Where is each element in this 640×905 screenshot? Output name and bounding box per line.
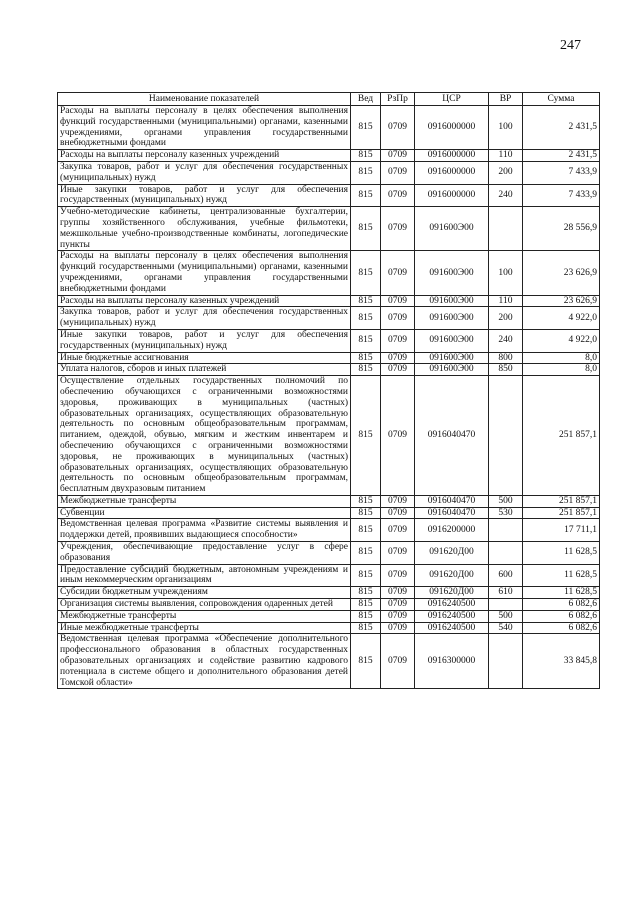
row-name: Организация системы выявления, сопровождения одаренных детей xyxy=(58,599,351,611)
row-vr: 610 xyxy=(489,587,523,599)
row-csr: 091620Д00 xyxy=(415,564,489,587)
row-ved: 815 xyxy=(351,307,381,330)
row-rzpr: 0709 xyxy=(381,307,415,330)
row-sum: 28 556,9 xyxy=(523,207,600,251)
row-vr xyxy=(489,519,523,542)
row-ved: 815 xyxy=(351,519,381,542)
row-ved: 815 xyxy=(351,251,381,295)
row-rzpr: 0709 xyxy=(381,106,415,150)
row-sum: 4 922,0 xyxy=(523,329,600,352)
row-csr: 0916000000 xyxy=(415,161,489,184)
row-rzpr: 0709 xyxy=(381,599,415,611)
row-vr xyxy=(489,599,523,611)
table-row xyxy=(58,634,600,689)
row-rzpr: 0709 xyxy=(381,507,415,519)
row-ved: 815 xyxy=(351,622,381,634)
row-ved: 815 xyxy=(351,634,381,689)
row-name: Субвенции xyxy=(58,507,351,519)
header-name: Наименование показателей xyxy=(58,93,351,106)
table-row xyxy=(58,307,600,330)
row-ved: 815 xyxy=(351,161,381,184)
header-row xyxy=(58,93,600,106)
row-sum: 6 082,6 xyxy=(523,599,600,611)
row-name: Субсидии бюджетным учреждениям xyxy=(58,587,351,599)
row-csr: 091600Э00 xyxy=(415,307,489,330)
header-ved: Вед xyxy=(351,93,381,106)
table-row xyxy=(58,329,600,352)
row-csr: 0916240500 xyxy=(415,622,489,634)
row-name: Уплата налогов, сборов и иных платежей xyxy=(58,364,351,376)
row-csr: 091620Д00 xyxy=(415,587,489,599)
row-ved: 815 xyxy=(351,599,381,611)
row-sum: 2 431,5 xyxy=(523,106,600,150)
header-vr: ВР xyxy=(489,93,523,106)
table-row xyxy=(58,507,600,519)
row-vr: 540 xyxy=(489,622,523,634)
row-csr: 091600Э00 xyxy=(415,295,489,307)
row-name: Предоставление субсидий бюджетным, автономным учреждениям и иным некоммерческим организациям xyxy=(58,564,351,587)
row-name: Расходы на выплаты персоналу в целях обеспечения выполнения функций государственными (муниципальными) органами, казенными учреждениями, органами управления государственными внебюджетными фондами xyxy=(58,106,351,150)
row-name: Ведомственная целевая программа «Развитие системы выявления и поддержки детей, проявивших выдающиеся способности» xyxy=(58,519,351,542)
row-vr: 530 xyxy=(489,507,523,519)
row-vr: 200 xyxy=(489,161,523,184)
row-rzpr: 0709 xyxy=(381,622,415,634)
row-name: Иные закупки товаров, работ и услуг для обеспечения государственных (муниципальных) нужд xyxy=(58,184,351,207)
page-number: 247 xyxy=(560,38,581,53)
table-row xyxy=(58,106,600,150)
row-name: Закупка товаров, работ и услуг для обеспечения государственных (муниципальных) нужд xyxy=(58,161,351,184)
row-name: Иные закупки товаров, работ и услуг для обеспечения государственных (муниципальных) нужд xyxy=(58,329,351,352)
row-ved: 815 xyxy=(351,587,381,599)
row-csr: 091600Э00 xyxy=(415,329,489,352)
row-rzpr: 0709 xyxy=(381,207,415,251)
row-rzpr: 0709 xyxy=(381,610,415,622)
table-row xyxy=(58,207,600,251)
row-sum: 6 082,6 xyxy=(523,610,600,622)
row-csr: 0916240500 xyxy=(415,610,489,622)
row-sum: 17 711,1 xyxy=(523,519,600,542)
row-vr: 240 xyxy=(489,184,523,207)
row-name: Расходы на выплаты персоналу казенных учреждений xyxy=(58,295,351,307)
row-name: Учреждения, обеспечивающие предоставление услуг в сфере образования xyxy=(58,542,351,565)
table-row xyxy=(58,495,600,507)
row-sum: 8,0 xyxy=(523,352,600,364)
row-rzpr: 0709 xyxy=(381,364,415,376)
row-sum: 6 082,6 xyxy=(523,622,600,634)
table-row xyxy=(58,587,600,599)
row-rzpr: 0709 xyxy=(381,161,415,184)
row-csr: 091600Э00 xyxy=(415,352,489,364)
table-row xyxy=(58,295,600,307)
row-sum: 33 845,8 xyxy=(523,634,600,689)
row-csr: 0916040470 xyxy=(415,495,489,507)
row-sum: 7 433,9 xyxy=(523,184,600,207)
header-sum: Сумма xyxy=(523,93,600,106)
table-row xyxy=(58,564,600,587)
row-name: Иные бюджетные ассигнования xyxy=(58,352,351,364)
row-rzpr: 0709 xyxy=(381,495,415,507)
row-ved: 815 xyxy=(351,610,381,622)
row-csr: 0916240500 xyxy=(415,599,489,611)
row-rzpr: 0709 xyxy=(381,352,415,364)
table-row xyxy=(58,161,600,184)
table-row xyxy=(58,184,600,207)
row-csr: 0916000000 xyxy=(415,184,489,207)
row-rzpr: 0709 xyxy=(381,587,415,599)
row-csr: 091620Д00 xyxy=(415,542,489,565)
row-name: Осуществление отдельных государственных полномочий по обеспечению обучающихся с ограниченными возможностями здоровья, проживающих в муниципальных (частных) образовательных организациях, осуществляющих образовательную деятельность по основным общеобразовательным программам, питанием, одеждой, обувью, мягким и жестким инвентарем и обеспечению обучающихся с ограниченными возможностями здоровья, не проживающих в муниципальных (частных) образовательных организациях, осуществляющих образовательную деятельность по основным общеобразовательным программам, бесплатным двухразовым питанием xyxy=(58,376,351,496)
row-sum: 4 922,0 xyxy=(523,307,600,330)
row-vr: 500 xyxy=(489,495,523,507)
row-vr: 100 xyxy=(489,251,523,295)
budget-table xyxy=(57,92,600,689)
row-csr: 091600Э00 xyxy=(415,207,489,251)
row-csr: 0916040470 xyxy=(415,376,489,496)
row-sum: 251 857,1 xyxy=(523,495,600,507)
row-name: Учебно-методические кабинеты, централизованные бухгалтерии, группы хозяйственного обслуживания, учебные фильмотеки, межшкольные учебно-производственные комбинаты, логопедические пункты xyxy=(58,207,351,251)
row-sum: 11 628,5 xyxy=(523,587,600,599)
row-vr xyxy=(489,207,523,251)
row-ved: 815 xyxy=(351,364,381,376)
row-csr: 0916000000 xyxy=(415,106,489,150)
row-sum: 11 628,5 xyxy=(523,542,600,565)
table-row xyxy=(58,364,600,376)
row-vr xyxy=(489,634,523,689)
table-row xyxy=(58,150,600,162)
row-name: Ведомственная целевая программа «Обеспечение дополнительного профессионального образования в областных государственных образовательных организациях и содействие развитию кадрового потенциала в системе общего и дополнительного образования детей Томской области» xyxy=(58,634,351,689)
row-csr: 0916200000 xyxy=(415,519,489,542)
row-vr: 240 xyxy=(489,329,523,352)
row-ved: 815 xyxy=(351,184,381,207)
row-rzpr: 0709 xyxy=(381,329,415,352)
row-rzpr: 0709 xyxy=(381,519,415,542)
row-rzpr: 0709 xyxy=(381,564,415,587)
row-vr: 850 xyxy=(489,364,523,376)
row-vr xyxy=(489,376,523,496)
row-sum: 251 857,1 xyxy=(523,376,600,496)
row-name: Иные межбюджетные трансферты xyxy=(58,622,351,634)
row-sum: 8,0 xyxy=(523,364,600,376)
table-row xyxy=(58,376,600,496)
header-rzpr: РзПр xyxy=(381,93,415,106)
row-rzpr: 0709 xyxy=(381,184,415,207)
header-csr: ЦСР xyxy=(415,93,489,106)
row-name: Закупка товаров, работ и услуг для обеспечения государственных (муниципальных) нужд xyxy=(58,307,351,330)
row-name: Расходы на выплаты персоналу в целях обеспечения выполнения функций государственными (муниципальными) органами, казенными учреждениями, органами управления государственными внебюджетными фондами xyxy=(58,251,351,295)
row-rzpr: 0709 xyxy=(381,251,415,295)
row-vr: 500 xyxy=(489,610,523,622)
row-vr: 110 xyxy=(489,295,523,307)
row-vr: 110 xyxy=(489,150,523,162)
row-sum: 23 626,9 xyxy=(523,251,600,295)
table-row xyxy=(58,352,600,364)
row-csr: 0916040470 xyxy=(415,507,489,519)
row-ved: 815 xyxy=(351,295,381,307)
row-ved: 815 xyxy=(351,207,381,251)
row-rzpr: 0709 xyxy=(381,634,415,689)
row-ved: 815 xyxy=(351,329,381,352)
row-vr: 800 xyxy=(489,352,523,364)
row-csr: 0916000000 xyxy=(415,150,489,162)
row-sum: 2 431,5 xyxy=(523,150,600,162)
row-sum: 11 628,5 xyxy=(523,564,600,587)
row-ved: 815 xyxy=(351,495,381,507)
row-sum: 251 857,1 xyxy=(523,507,600,519)
row-rzpr: 0709 xyxy=(381,150,415,162)
table-row xyxy=(58,542,600,565)
row-vr: 200 xyxy=(489,307,523,330)
table-row xyxy=(58,519,600,542)
row-rzpr: 0709 xyxy=(381,542,415,565)
row-name: Межбюджетные трансферты xyxy=(58,610,351,622)
row-sum: 23 626,9 xyxy=(523,295,600,307)
row-ved: 815 xyxy=(351,376,381,496)
row-vr xyxy=(489,542,523,565)
row-csr: 091600Э00 xyxy=(415,251,489,295)
table-row xyxy=(58,251,600,295)
row-rzpr: 0709 xyxy=(381,376,415,496)
row-ved: 815 xyxy=(351,564,381,587)
row-rzpr: 0709 xyxy=(381,295,415,307)
row-ved: 815 xyxy=(351,352,381,364)
table-row xyxy=(58,599,600,611)
row-ved: 815 xyxy=(351,542,381,565)
table-row xyxy=(58,622,600,634)
row-ved: 815 xyxy=(351,507,381,519)
table-row xyxy=(58,610,600,622)
row-vr: 100 xyxy=(489,106,523,150)
row-csr: 0916300000 xyxy=(415,634,489,689)
row-csr: 091600Э00 xyxy=(415,364,489,376)
row-ved: 815 xyxy=(351,150,381,162)
row-name: Межбюджетные трансферты xyxy=(58,495,351,507)
row-ved: 815 xyxy=(351,106,381,150)
row-sum: 7 433,9 xyxy=(523,161,600,184)
row-name: Расходы на выплаты персоналу казенных учреждений xyxy=(58,150,351,162)
row-vr: 600 xyxy=(489,564,523,587)
